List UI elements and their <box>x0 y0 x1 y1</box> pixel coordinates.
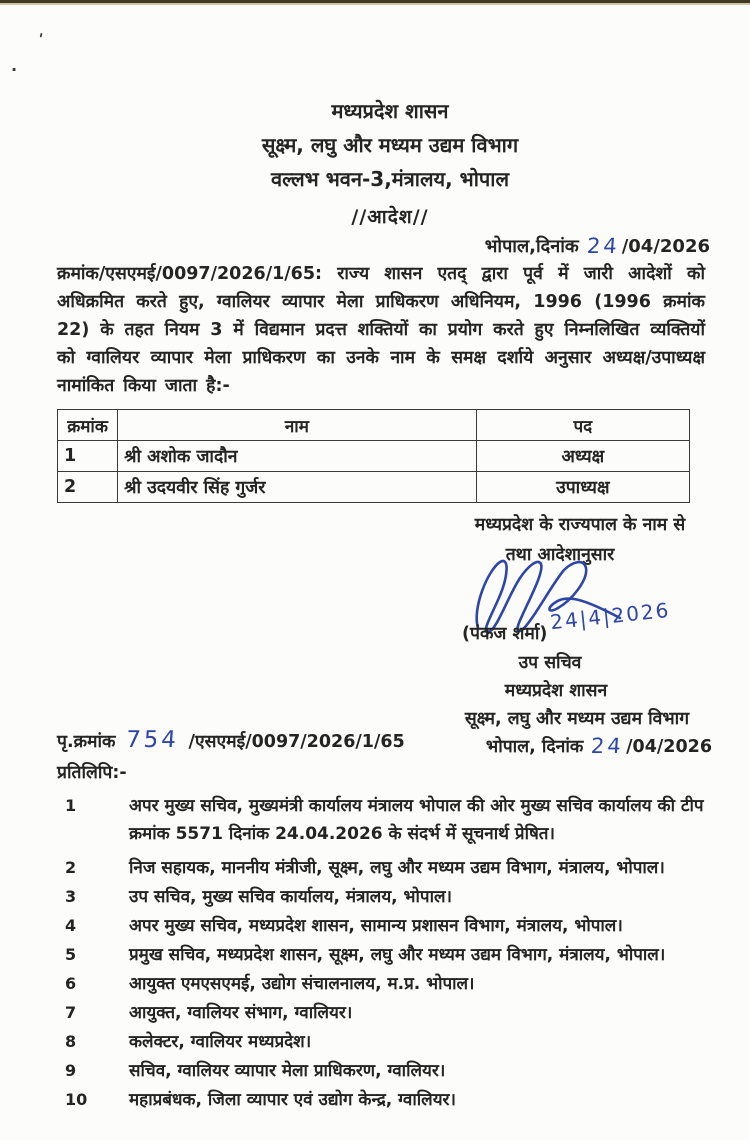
list-item <box>65 970 710 998</box>
stray-mark: . <box>11 56 18 75</box>
order-title: //आदेश// <box>351 206 429 228</box>
handwritten-ref-number: 754 <box>124 727 180 753</box>
letterhead <box>30 94 750 196</box>
nomination-table <box>57 409 690 503</box>
table-row <box>58 472 690 503</box>
list-item <box>65 1086 710 1114</box>
list-item <box>65 854 710 882</box>
place-date-rest: /04/2026 <box>626 737 712 757</box>
list-item-number: 9 <box>65 1061 77 1080</box>
list-item-number: 1 <box>65 796 77 815</box>
issue-date-line <box>485 233 710 258</box>
col-header-name: नाम <box>118 410 477 441</box>
scan-top-edge <box>0 0 750 7</box>
government-name: मध्यप्रदेश शासन <box>331 99 449 123</box>
ref-rest: /एसएमई/0097/2026/1/65 <box>182 732 405 752</box>
place-date-prefix: भोपाल, दिनांक <box>485 737 590 757</box>
list-item <box>65 912 710 940</box>
list-item-text: अपर मुख्य सचिव, मध्यप्रदेश शासन, सामान्य प्रशासन विभाग, मंत्रालय, भोपाल। <box>129 916 623 936</box>
list-item-number: 7 <box>65 1003 77 1022</box>
order-body-paragraph: क्रमांक/एसएमई/0097/2026/1/65: राज्य शासन एतद् द्वारा पूर्व में जारी आदेशों को अधिक्रमित करते हुए, ग्वालियर व्यापार मेला प्राधिकरण अधिनियम, 1996 (1996 क्रमांक 22) के तहत नियम 3 में विद्यमान प्रदत्त शक्तियों का प्रयोग करते हुए निम्नलिखित व्यक्तियों को ग्वालियर व्यापार मेला प्राधिकरण का उनके नाम के समक्ष दर्शाये अनुसार अध्यक्ष/उपाध्यक्ष नामांकित किया जाता है:- <box>57 264 705 396</box>
row-sno: 1 <box>58 441 118 472</box>
list-item-text: आयुक्त, ग्वालियर संभाग, ग्वालियर। <box>129 1003 353 1023</box>
list-item <box>65 1028 710 1056</box>
list-item-number: 6 <box>65 974 77 993</box>
list-item-text: उप सचिव, मुख्य सचिव कार्यालय, मंत्रालय, भोपाल। <box>129 887 452 907</box>
copy-to-label: प्रतिलिपि:- <box>57 763 127 783</box>
signatory-designation: उप सचिव <box>518 653 582 673</box>
signatory-name: (पंकज शर्मा) <box>462 624 548 644</box>
endorsement-ref-number <box>57 727 405 753</box>
list-item-text: आयुक्त एमएसएमई, उद्योग संचालनालय, म.प्र. भोपाल। <box>129 974 475 994</box>
signatory-org-line: सूक्ष्म, लघु और मध्यम उद्यम विभाग <box>464 709 690 729</box>
col-header-post: पद <box>476 410 689 441</box>
by-order-line: मध्यप्रदेश के राज्यपाल के नाम से <box>474 515 686 535</box>
handwritten-day: 24 <box>586 234 621 258</box>
signature-place-date <box>486 733 712 758</box>
list-item-text: सचिव, ग्वालियर व्यापार मेला प्राधिकरण, ग्वालियर। <box>129 1061 446 1081</box>
table-row <box>58 441 690 472</box>
copy-to-list <box>65 792 710 1115</box>
table-header-row <box>58 410 690 441</box>
row-post: अध्यक्ष <box>476 441 689 472</box>
list-item-text: प्रमुख सचिव, मध्यप्रदेश शासन, सूक्ष्म, लघु और मध्यम उद्यम विभाग, मंत्रालय, भोपाल। <box>129 945 666 965</box>
list-item-number: 5 <box>65 945 77 964</box>
row-sno: 2 <box>58 472 118 503</box>
handwritten-signature-date: 24|4|2026 <box>549 597 672 635</box>
row-name: श्री अशोक जादौन <box>118 441 477 472</box>
list-item <box>65 1057 710 1085</box>
col-header-sno: क्रमांक <box>58 410 118 441</box>
list-item-text: निज सहायक, माननीय मंत्रीजी, सूक्ष्म, लघु और मध्यम उद्यम विभाग, मंत्रालय, भोपाल। <box>129 858 665 878</box>
list-item <box>65 883 710 911</box>
list-item-text: कलेक्टर, ग्वालियर मध्यप्रदेश। <box>129 1032 312 1052</box>
list-item-text: महाप्रबंधक, जिला व्यापार एवं उद्योग केन्द्र, ग्वालियर। <box>129 1090 456 1110</box>
list-item-number: 10 <box>65 1090 88 1109</box>
stray-mark: ' <box>36 29 45 49</box>
ref-prefix: पृ.क्रमांक <box>57 732 122 752</box>
list-item-number: 8 <box>65 1032 77 1051</box>
date-prefix: भोपाल,दिनांक <box>484 236 585 257</box>
list-item <box>65 999 710 1027</box>
list-item-number: 3 <box>65 887 77 906</box>
by-order-line: तथा आदेशानुसार <box>505 545 615 565</box>
list-item-number: 4 <box>65 916 77 935</box>
handwritten-day: 24 <box>590 734 625 758</box>
list-item-number: 2 <box>65 858 77 877</box>
row-name: श्री उदयवीर सिंह गुर्जर <box>118 472 477 503</box>
list-item <box>65 941 710 969</box>
date-rest: /04/2026 <box>621 236 710 257</box>
address-line: वल्लभ भवन-3,मंत्रालय, भोपाल <box>270 167 510 191</box>
list-item <box>65 792 710 848</box>
list-item-text: अपर मुख्य सचिव, मुख्यमंत्री कार्यालय मंत्रालय भोपाल की ओर मुख्य सचिव कार्यालय की टीप क्रमांक 5571 दिनांक 24.04.2026 के संदर्भ में सूचनार्थ प्रेषित। <box>129 796 704 844</box>
department-name: सूक्ष्म, लघु और मध्यम उद्यम विभाग <box>261 133 519 157</box>
row-post: उपाध्यक्ष <box>476 472 689 503</box>
signatory-org-line: मध्यप्रदेश शासन <box>504 681 608 701</box>
